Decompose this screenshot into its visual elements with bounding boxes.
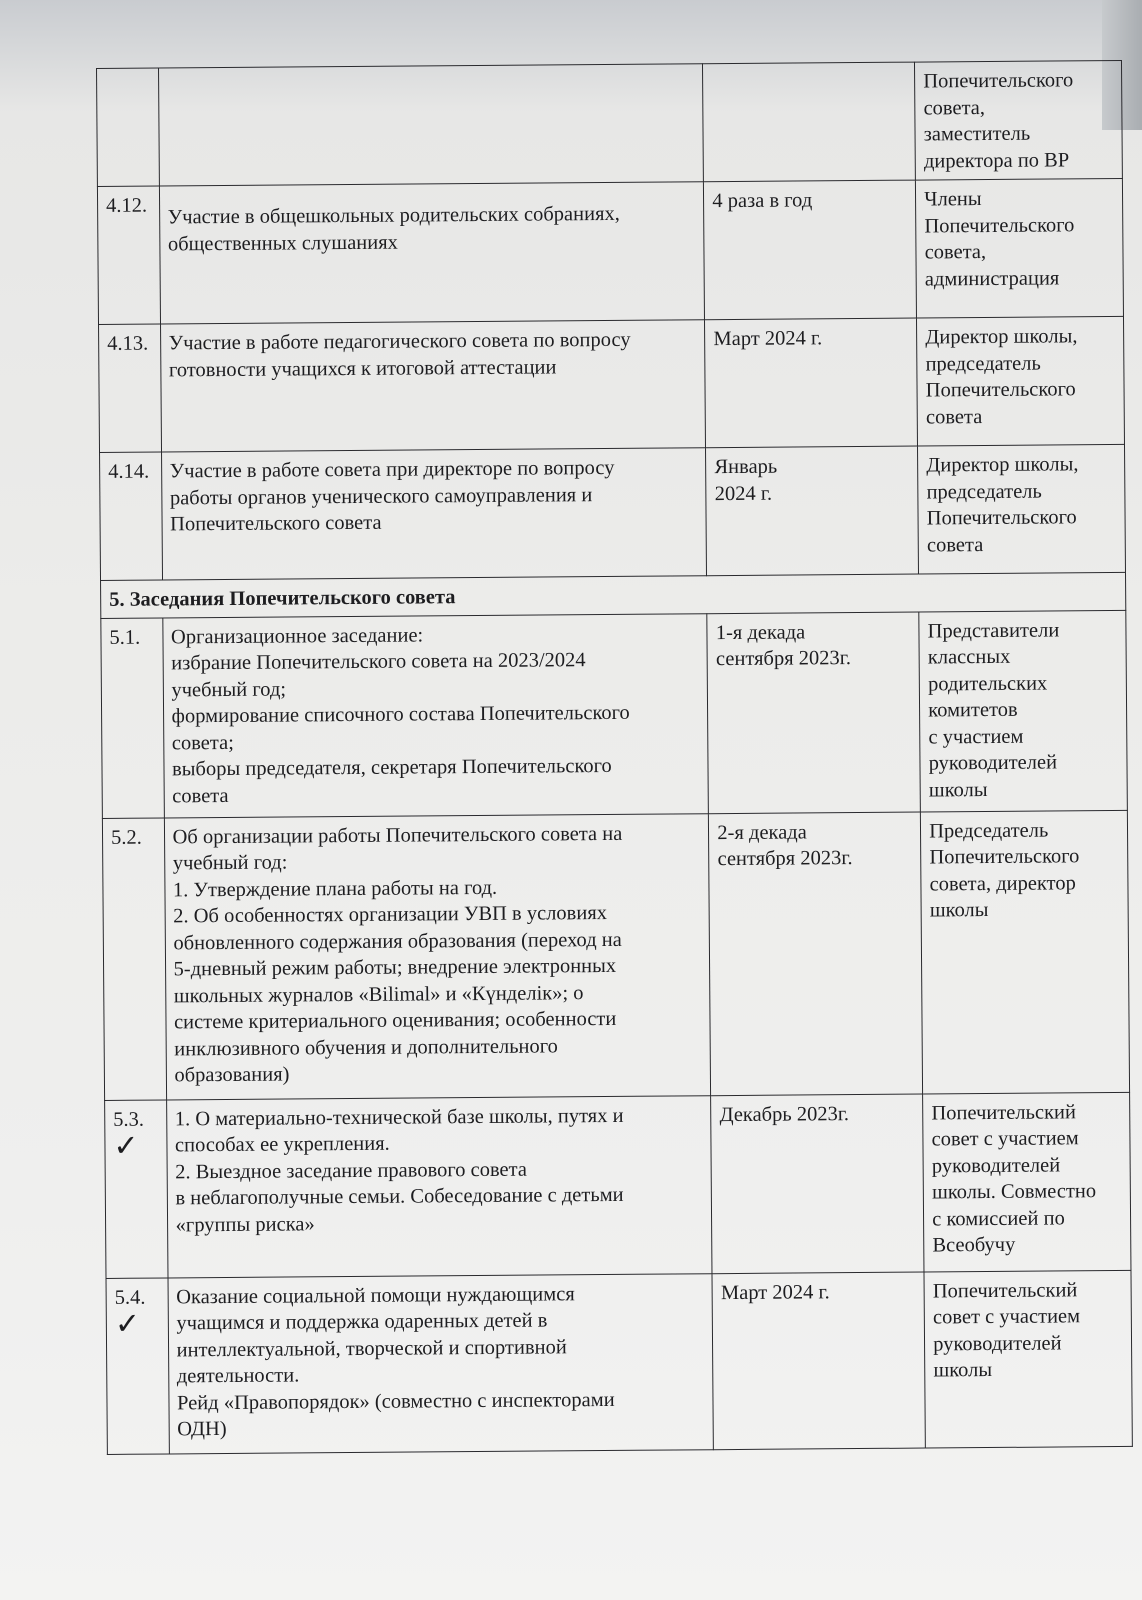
check-mark-icon: ✓ — [114, 1307, 141, 1341]
row-term: 2-я декада сентября 2023г. — [709, 812, 923, 1096]
row-number: 5.2. — [102, 817, 166, 1099]
row-number-text: 5.4. — [114, 1286, 146, 1309]
row-term: Январь 2024 г. — [706, 446, 919, 576]
row-activity: Оказание социальной помощи нуждающимся учащимся и поддержка одаренных детей в интеллектуальной, творческой и спортивной деятельности. Рейд «Правопорядок» (совместно с инспекторами ОДН) — [168, 1273, 714, 1453]
row-activity: Участие в работе совета при директоре по вопросу работы органов ученического самоуправления и Попечительского совета — [161, 448, 707, 580]
table-row — [102, 810, 1129, 1100]
row-activity: Участие в работе педагогического совета по вопросу готовности учащихся к итоговой аттестации — [160, 320, 706, 452]
table-row — [100, 444, 1126, 580]
row-number: 4.13. — [99, 324, 162, 452]
row-activity: Организационное заседание: избрание Попечительского совета на 2023/2024 учебный год; формирование списочного состава Попечительского совета; выборы председателя, секретаря Попечительского совета — [162, 613, 708, 817]
row-number — [106, 1277, 169, 1453]
row-term: Декабрь 2023г. — [711, 1094, 924, 1274]
row-responsible: Попечительский совет с участием руководителей школы — [924, 1270, 1132, 1448]
table-row — [99, 316, 1125, 452]
row-number — [105, 1099, 168, 1277]
row-responsible: Члены Попечительского совета, администрация — [916, 178, 1124, 318]
row-term — [703, 62, 916, 182]
table-row — [101, 610, 1128, 818]
row-responsible: Попечительский совет с участием руководителей школы. Совместно с комиссией по Всеобучу — [923, 1092, 1131, 1272]
row-term: Март 2024 г. — [705, 318, 918, 448]
row-activity: Участие в общешкольных родительских собраниях, общественных слушаниях — [159, 182, 705, 324]
row-responsible: Директор школы, председатель Попечительского совета — [917, 316, 1125, 446]
table-row — [97, 178, 1123, 324]
plan-table — [96, 60, 1133, 1455]
row-number-text: 5.3. — [113, 1108, 145, 1131]
row-number: 5.1. — [101, 617, 164, 817]
table-row — [105, 1092, 1131, 1278]
check-mark-icon: ✓ — [113, 1129, 139, 1163]
row-responsible: Председатель Попечительского совета, директор школы — [921, 810, 1130, 1094]
row-responsible: Директор школы, председатель Попечительского совета — [918, 444, 1126, 574]
row-number: 4.14. — [100, 452, 163, 580]
row-responsible: Представители классных родительских комитетов с участием руководителей школы — [919, 610, 1127, 812]
row-number: 4.12. — [97, 186, 160, 324]
row-number — [97, 68, 159, 186]
row-term: 4 раза в год — [704, 180, 917, 320]
row-activity: Об организации работы Попечительского совета на учебный год: 1. Утверждение плана работы на год. 2. Об особенностях организации УВП в условиях обновленного содержания образования (переход на 5-дневный режим работы; внедрение электронных школьных журналов «Bilimal» и «Күнделік»; о системе критериального оценивания; особенности инклюзивного обучения и дополнительного образования) — [164, 813, 711, 1099]
table-row — [97, 60, 1123, 186]
section-title: 5. Заседания Попечительского совета — [101, 572, 1126, 618]
row-term: 1-я декада сентября 2023г. — [707, 612, 920, 814]
row-responsible: Попечительского совета, заместитель директора по ВР — [915, 60, 1123, 180]
row-activity: 1. О материально-технической базе школы, путях и способах ее укрепления. 2. Выездное заседание правового совета в неблагополучные семьи. Собеседование с детьми «группы риска» — [166, 1095, 712, 1277]
row-term: Март 2024 г. — [712, 1272, 925, 1450]
row-activity — [158, 64, 704, 186]
table-row — [106, 1270, 1132, 1454]
